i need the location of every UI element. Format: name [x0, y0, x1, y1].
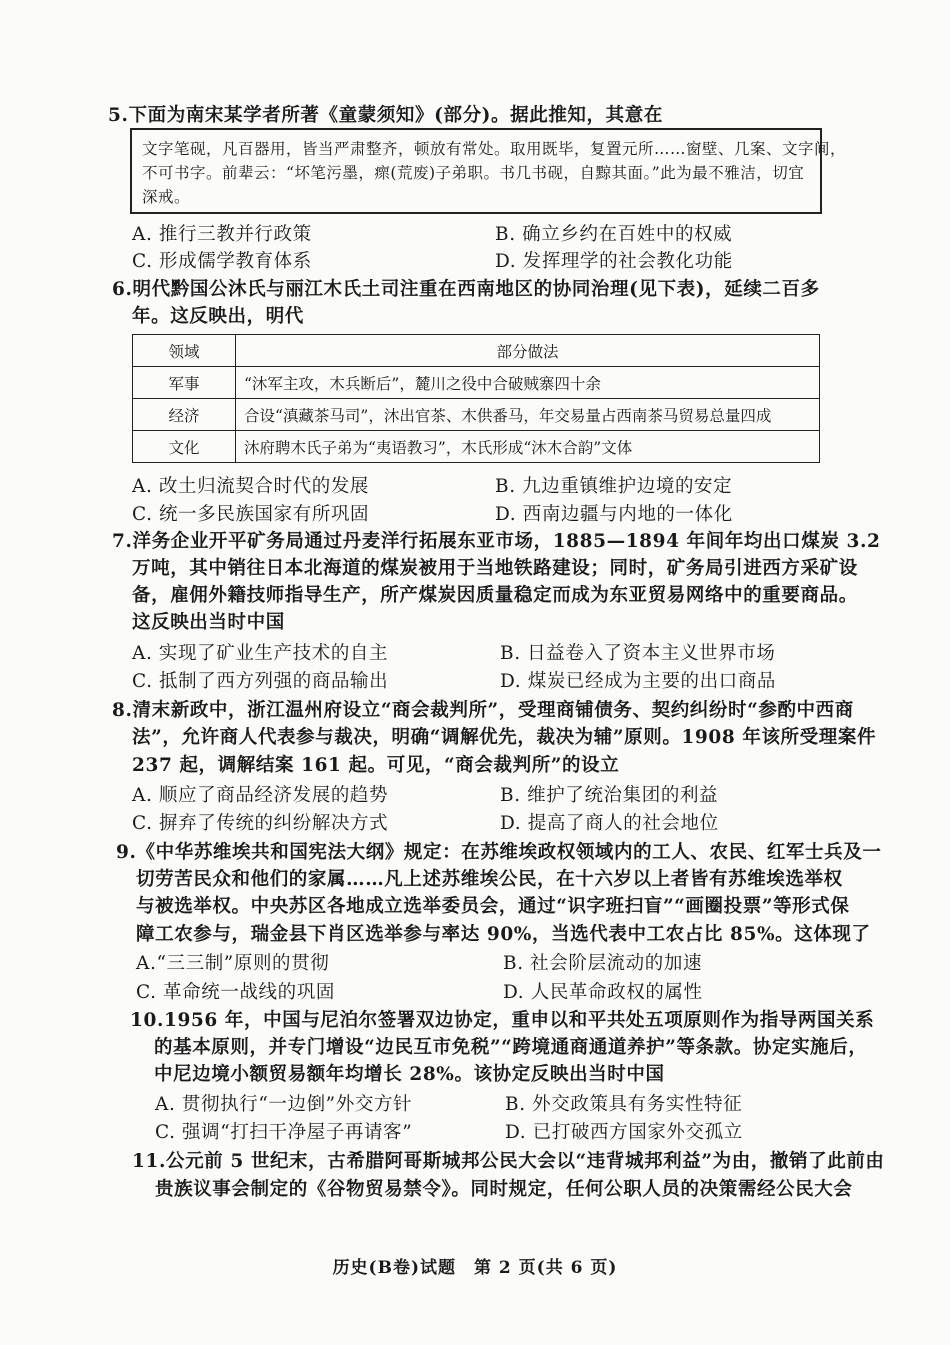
table-row — [133, 431, 820, 463]
q6-option-d[interactable]: D. 西南边疆与内地的一体化 — [495, 504, 733, 525]
q8-stem-line: 8.清末新政中，浙江温州府设立“商会裁判所”，受理商铺债务、契约纠纷时“参酌中西商 — [112, 700, 854, 721]
q7-option-d[interactable]: D. 煤炭已经成为主要的出口商品 — [500, 671, 777, 692]
q6-table-cell-practice: “沐军主攻，木兵断后”，麓川之役中合破贼寨四十余 — [236, 367, 820, 399]
q7-stem-line: 备，雇佣外籍技师指导生产，所产煤炭因质量稳定而成为东亚贸易网络中的重要商品。 — [132, 585, 858, 606]
q5-quote-line: 深戒。 — [142, 188, 191, 206]
q6-table-cell-practice: 合设“滇藏茶马司”，沐出官茶、木供番马，年交易量占西南茶马贸易总量四成 — [236, 399, 820, 431]
q8-option-b[interactable]: B. 维护了统治集团的利益 — [500, 785, 719, 806]
q5-option-c[interactable]: C. 形成儒学教育体系 — [132, 251, 312, 272]
q6-table-header-domain: 领域 — [133, 335, 236, 367]
q5-quote-line: 文字笔砚，凡百器用，皆当严肃整齐，顿放有常处。取用既毕，复置元所……窗壁、几案、文字间， — [142, 140, 847, 158]
q6-table-header-practice: 部分做法 — [236, 335, 820, 367]
q5-option-d[interactable]: D. 发挥理学的社会教化功能 — [495, 251, 733, 272]
q8-option-d[interactable]: D. 提高了商人的社会地位 — [500, 813, 719, 834]
q10-option-b[interactable]: B. 外交政策具有务实性特征 — [505, 1094, 743, 1115]
q7-stem-line: 7.洋务企业开平矿务局通过丹麦洋行拓展东亚市场，1885—1894 年间年均出口煤炭 3.2 — [112, 531, 881, 552]
q9-option-d[interactable]: D. 人民革命政权的属性 — [503, 982, 703, 1003]
q6-table-cell-domain: 经济 — [133, 399, 236, 431]
q9-stem-line: 障工农参与，瑞金县下肖区选举参与率达 90%，当选代表中工农占比 85%。这体现了 — [136, 924, 871, 945]
q10-option-d[interactable]: D. 已打破西方国家外交孤立 — [505, 1122, 743, 1143]
q9-option-b[interactable]: B. 社会阶层流动的加速 — [503, 953, 703, 974]
q9-stem-line: 与被选举权。中央苏区各地成立选举委员会，通过“识字班扫盲”“画圈投票”等形式保 — [136, 896, 850, 917]
q10-option-c[interactable]: C. 强调“打扫干净屋子再请客” — [155, 1122, 413, 1143]
q7-stem-line: 这反映出当时中国 — [132, 612, 285, 633]
q6-stem-line: 年。这反映出，明代 — [132, 306, 304, 327]
q7-option-c[interactable]: C. 抵制了西方列强的商品输出 — [132, 671, 389, 692]
q5-option-b[interactable]: B. 确立乡约在百姓中的权威 — [495, 224, 733, 245]
q9-stem-line: 切劳苦民众和他们的家属……凡上述苏维埃公民，在十六岁以上者皆有苏维埃选举权 — [136, 869, 843, 890]
page-footer: 历史(B卷)试题 第 2 页(共 6 页) — [332, 1258, 618, 1278]
q6-table — [132, 334, 820, 463]
q5-option-a[interactable]: A. 推行三教并行政策 — [132, 224, 312, 245]
q7-option-b[interactable]: B. 日益卷入了资本主义世界市场 — [500, 643, 776, 664]
q7-stem-line: 万吨，其中销往日本北海道的煤炭被用于当地铁路建设；同时，矿务局引进西方采矿设 — [132, 558, 858, 579]
q11-stem-line: 贵族议事会制定的《谷物贸易禁令》。同时规定，任何公职人员的决策需经公民大会 — [155, 1179, 853, 1200]
q5-quote-line: 不可书字。前辈云：“坏笔污墨，瘝(荒废)子弟职。书几书砚，自黥其面。”此为最不雅洁，切宜 — [142, 164, 805, 182]
q6-table-cell-domain: 军事 — [133, 367, 236, 399]
q9-option-a[interactable]: A.“三三制”原则的贯彻 — [136, 953, 330, 974]
q5-quote-box — [130, 128, 847, 214]
q6-table-cell-practice: 沐府聘木氏子弟为“夷语教习”，木氏形成“沐木合韵”文体 — [236, 431, 820, 463]
q6-table-header-row — [133, 335, 820, 367]
q10-stem-line: 10.1956 年，中国与尼泊尔签署双边协定，重申以和平共处五项原则作为指导两国关系 — [130, 1010, 875, 1031]
q5-stem-line: 5.下面为南宋某学者所著《童蒙须知》(部分)。据此推知，其意在 — [108, 105, 663, 126]
q6-table-cell-domain: 文化 — [133, 431, 236, 463]
q8-option-c[interactable]: C. 摒弃了传统的纠纷解决方式 — [132, 813, 389, 834]
q11-stem-line: 11.公元前 5 世纪末，古希腊阿哥斯城邦公民大会以“违背城邦利益”为由，撤销了此前由 — [132, 1151, 885, 1172]
table-row — [133, 399, 820, 431]
q10-stem-line: 的基本原则，并专门增设“边民互市免税”“跨境通商通道养护”等条款。协定实施后， — [154, 1037, 868, 1058]
q10-option-a[interactable]: A. 贯彻执行“一边倒”外交方针 — [155, 1094, 413, 1115]
q9-stem-line: 9.《中华苏维埃共和国宪法大纲》规定：在苏维埃政权领域内的工人、农民、红军士兵及一 — [116, 842, 882, 863]
q6-stem-line: 6.明代黔国公沐氏与丽江木氏土司注重在西南地区的协同治理(见下表)，延续二百多 — [112, 279, 820, 300]
q8-option-a[interactable]: A. 顺应了商品经济发展的趋势 — [132, 785, 389, 806]
q6-option-c[interactable]: C. 统一多民族国家有所巩固 — [132, 504, 370, 525]
q10-stem-line: 中尼边境小额贸易额年均增长 28%。该协定反映出当时中国 — [154, 1064, 665, 1085]
q8-stem-line: 法”，允许商人代表参与裁决，明确“调解优先，裁决为辅”原则。1908 年该所受理案件 — [132, 727, 877, 748]
q6-option-a[interactable]: A. 改土归流契合时代的发展 — [132, 476, 370, 497]
q8-stem-line: 237 起，调解结案 161 起。可见，“商会裁判所”的设立 — [132, 755, 620, 776]
table-row — [133, 367, 820, 399]
q7-option-a[interactable]: A. 实现了矿业生产技术的自主 — [132, 643, 389, 664]
q9-option-c[interactable]: C. 革命统一战线的巩固 — [136, 982, 335, 1003]
q6-option-b[interactable]: B. 九边重镇维护边境的安定 — [495, 476, 733, 497]
